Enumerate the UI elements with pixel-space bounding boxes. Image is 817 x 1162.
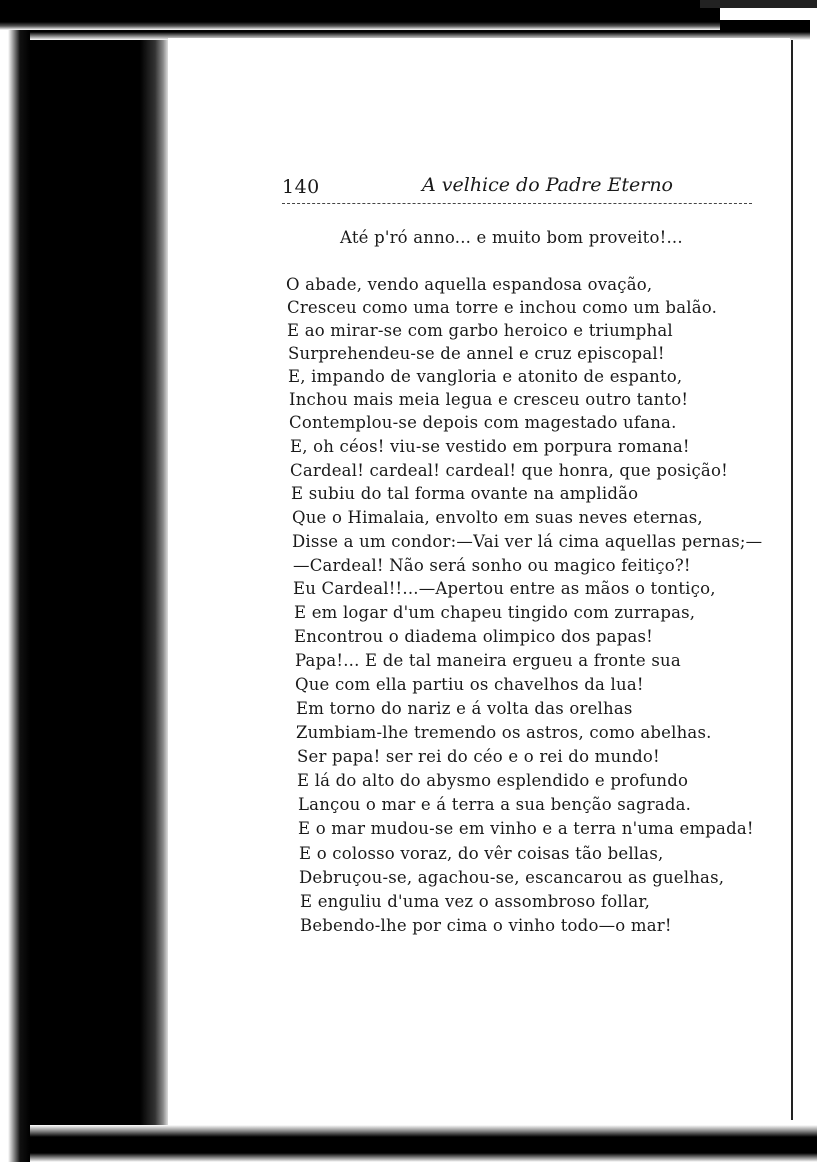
poem-line: Que com ella partiu os chavelhos da lua! (295, 675, 644, 694)
scan-top-right-edge (700, 0, 817, 8)
poem-line: Cresceu como uma torre e inchou como um balão. (287, 298, 718, 317)
poem-line: Em torno do nariz e á volta das orelhas (296, 699, 633, 718)
poem-line: E o colosso voraz, do vêr coisas tão bellas, (299, 844, 664, 863)
poem-line: Encontrou o diadema olimpico dos papas! (294, 627, 654, 646)
poem-line: Contemplou-se depois com magestado ufana. (289, 413, 677, 432)
poem-line: E lá do alto do abysmo esplendido e profundo (297, 771, 689, 790)
poem-line: Bebendo-lhe por cima o vinho todo—o mar! (300, 916, 672, 935)
poem-line: Disse a um condor:—Vai ver lá cima aquellas pernas;— (292, 532, 763, 551)
scan-bottom-edge (30, 1125, 817, 1162)
header-divider (282, 203, 752, 204)
poem-line: E enguliu d'uma vez o assombroso follar, (300, 892, 651, 911)
poem-line: Ser papa! ser rei do céo e o rei do mundo! (297, 747, 660, 766)
poem-line: E ao mirar-se com garbo heroico e triumphal (287, 321, 673, 340)
poem-line: E o mar mudou-se em vinho e a terra n'uma empada! (298, 819, 754, 838)
poem-line: Que o Himalaia, envolto em suas neves eternas, (292, 508, 703, 527)
scan-book-spine-shadow (30, 20, 170, 1130)
poem-line: Inchou mais meia legua e cresceu outro tanto! (289, 390, 689, 409)
running-title: A velhice do Padre Eterno (422, 174, 673, 196)
poem-line: Zumbiam-lhe tremendo os astros, como abelhas. (296, 723, 712, 742)
scan-left-edge (0, 0, 30, 1162)
poem-line: Surprehendeu-se de annel e cruz episcopal! (288, 344, 665, 363)
scan-right-edge (791, 40, 793, 1120)
page-header (282, 172, 752, 204)
poem-line: Eu Cardeal!!...—Apertou entre as mãos o tontiço, (293, 579, 716, 598)
poem-line: E, impando de vangloria e atonito de espanto, (288, 367, 683, 386)
poem-line: Papa!... E de tal maneira ergueu a fronte sua (295, 651, 681, 670)
poem-line: Até p'ró anno... e muito bom proveito!... (340, 228, 683, 247)
page-number: 140 (282, 176, 320, 198)
scan-top-edge (0, 0, 720, 30)
poem-line: O abade, vendo aquella espandosa ovação, (286, 275, 653, 294)
poem-line: Debruçou-se, agachou-se, escancarou as guelhas, (299, 868, 725, 887)
poem-line: Cardeal! cardeal! cardeal! que honra, que posição! (290, 461, 728, 480)
poem-line: E subiu do tal forma ovante na amplidão (291, 484, 639, 503)
poem-line: Lançou o mar e á terra a sua benção sagrada. (298, 795, 692, 814)
poem-line: E, oh céos! viu-se vestido em porpura romana! (290, 437, 690, 456)
poem-line: E em logar d'um chapeu tingido com zurrapas, (294, 603, 696, 622)
poem-line: —Cardeal! Não será sonho ou magico feitiço?! (293, 556, 691, 575)
